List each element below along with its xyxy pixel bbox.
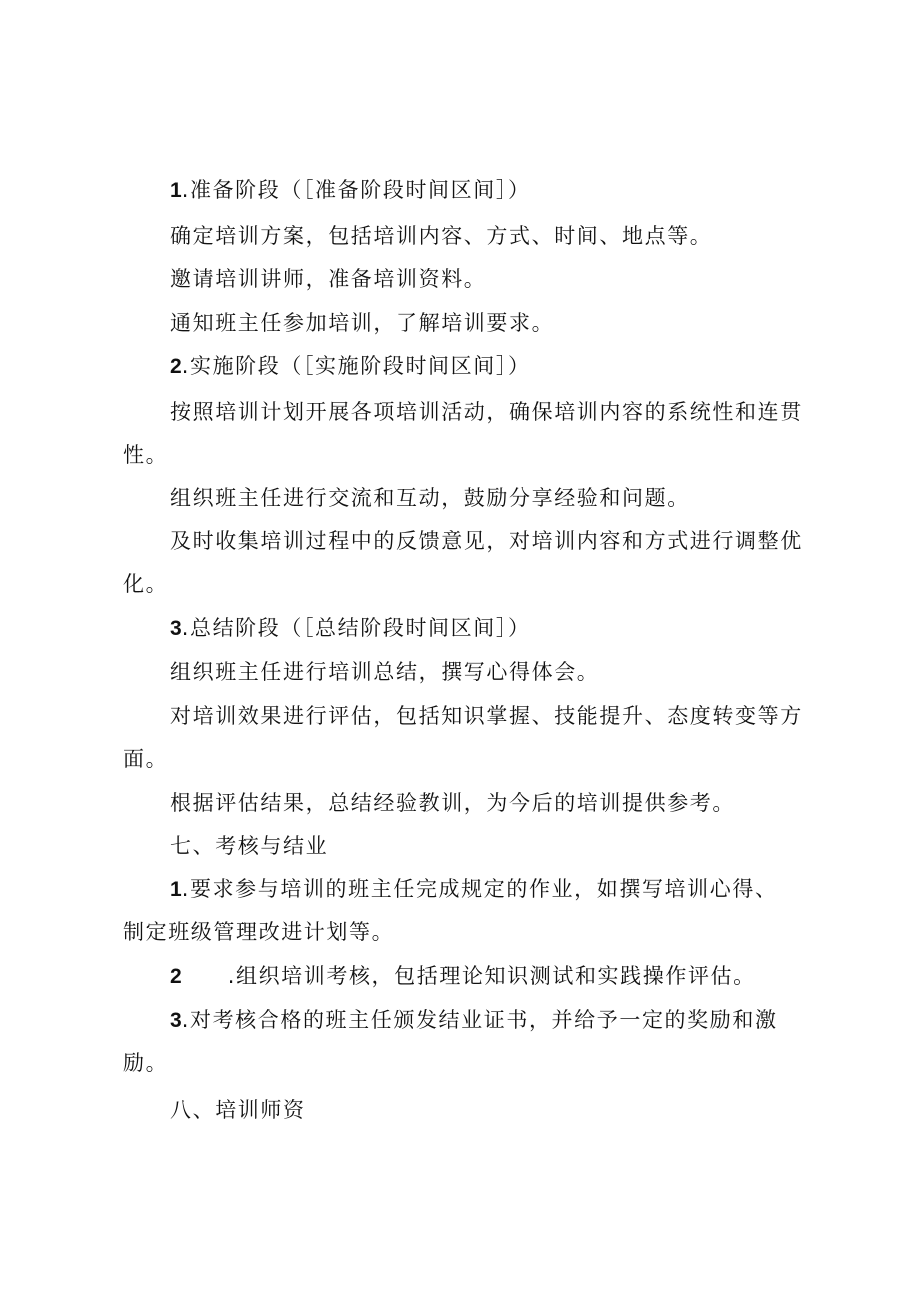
section-7-heading: 七、考核与结业 — [170, 834, 329, 858]
assessment-item-3-line-2: 励。 — [123, 1051, 169, 1075]
assessment-item-3-line-1 — [170, 1005, 778, 1036]
stage-1-title: .准备阶段（［准备阶段时间区间］） — [181, 178, 531, 202]
stage-2-item-3-line-2: 化。 — [123, 572, 169, 596]
stage-1-heading — [170, 175, 531, 206]
stage-2-item-1-line-2: 性。 — [123, 443, 169, 467]
stage-2-item-1-line-1: 按照培训计划开展各项培训活动，确保培训内容的系统性和连贯 — [170, 400, 803, 424]
stage-2-item-2: 组织班主任进行交流和互动，鼓励分享经验和问题。 — [170, 486, 690, 510]
stage-3-heading — [170, 613, 531, 644]
assessment-item-3-number: 3 — [170, 1009, 182, 1032]
assessment-item-3-text: .对考核合格的班主任颁发结业证书，并给予一定的奖励和激 — [181, 1008, 778, 1032]
stage-3-item-2-line-2: 面。 — [123, 747, 169, 771]
assessment-item-1-text: .要求参与培训的班主任完成规定的作业，如撰写培训心得、 — [181, 877, 778, 901]
assessment-item-1-line-2: 制定班级管理改进计划等。 — [123, 920, 395, 944]
stage-2-item-3-line-1: 及时收集培训过程中的反馈意见，对培训内容和方式进行调整优 — [170, 529, 803, 553]
stage-1-item-2: 邀请培训讲师，准备培训资料。 — [170, 267, 487, 291]
stage-3-item-1: 组织班主任进行培训总结，撰写心得体会。 — [170, 660, 600, 684]
stage-2-title: .实施阶段（［实施阶段时间区间］） — [181, 354, 531, 378]
stage-2-number: 2 — [170, 355, 182, 378]
assessment-item-2-number: 2 — [170, 965, 182, 988]
stage-3-item-2-line-1: 对培训效果进行评估，包括知识掌握、技能提升、态度转变等方 — [170, 704, 803, 728]
assessment-item-2-text: .组织培训考核，包括理论知识测试和实践操作评估。 — [227, 964, 756, 988]
stage-3-title: .总结阶段（［总结阶段时间区间］） — [181, 616, 531, 640]
stage-1-item-1: 确定培训方案，包括培训内容、方式、时间、地点等。 — [170, 224, 713, 248]
stage-3-number: 3 — [170, 617, 182, 640]
stage-1-item-3: 通知班主任参加培训，了解培训要求。 — [170, 311, 555, 335]
stage-1-number: 1 — [170, 179, 182, 202]
assessment-item-2 — [170, 961, 756, 992]
stage-2-heading — [170, 351, 531, 382]
assessment-item-1-line-1 — [170, 874, 778, 905]
stage-3-item-3: 根据评估结果，总结经验教训，为今后的培训提供参考。 — [170, 791, 735, 815]
section-8-heading: 八、培训师资 — [170, 1098, 306, 1122]
assessment-item-1-number: 1 — [170, 878, 182, 901]
